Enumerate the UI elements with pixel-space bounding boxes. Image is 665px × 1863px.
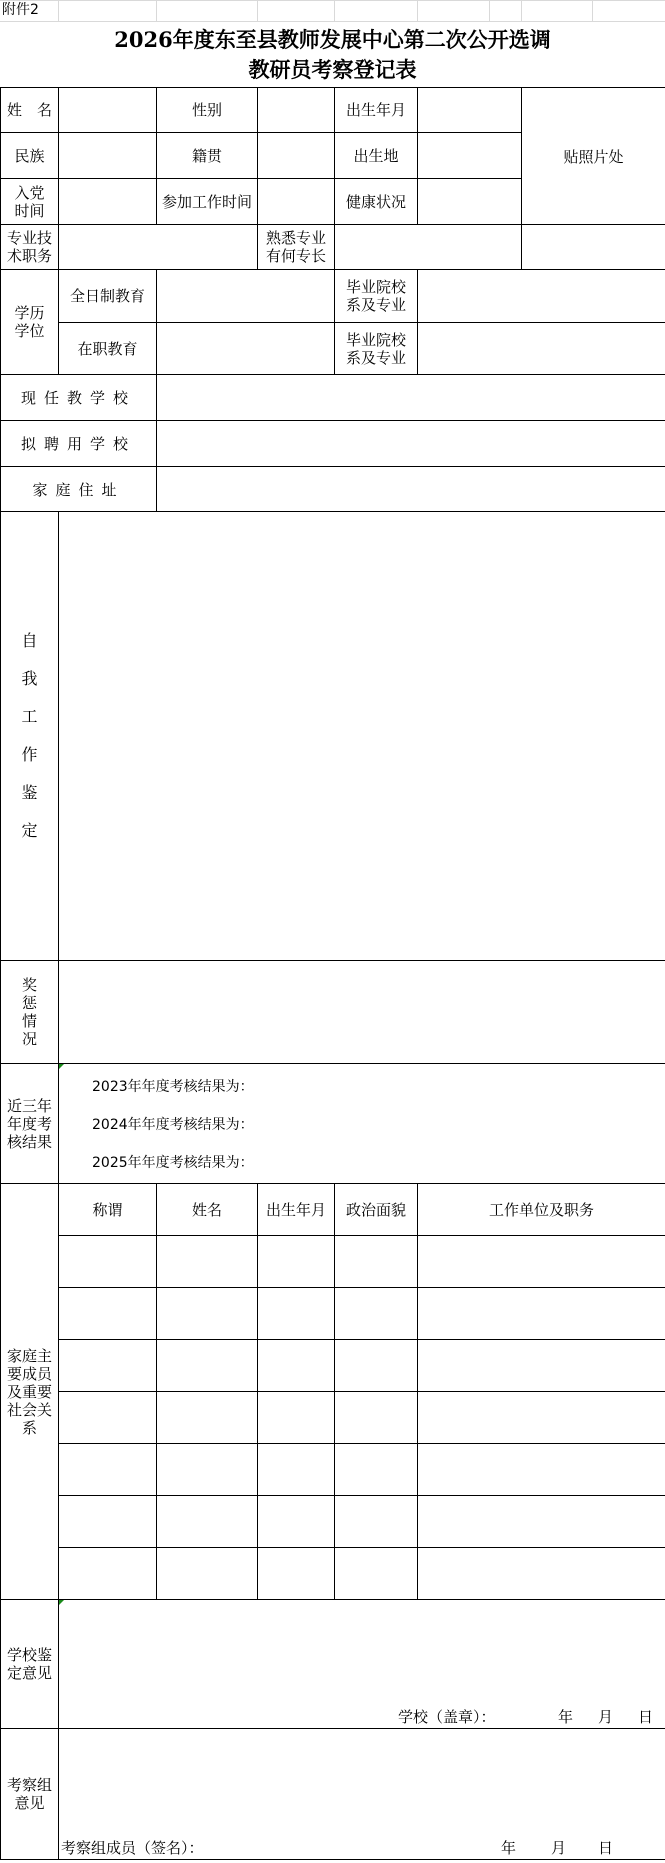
party-join-field[interactable] [59,179,157,225]
education-label: 学历 学位 [1,270,59,375]
assessment-field[interactable] [59,1064,665,1184]
gender-label: 性别 [157,88,258,133]
address-label: 家庭住址 [1,467,157,512]
family-cell[interactable] [418,1444,665,1496]
native-place-label: 籍贯 [157,133,258,179]
health-label: 健康状况 [335,179,418,225]
school-opinion-label: 学校鉴 定意见 [1,1600,59,1729]
work-start-field[interactable] [258,179,335,225]
self-eval-label-cell [1,512,59,961]
attachment-label: 附件2 [2,2,39,18]
self-eval-field[interactable] [59,512,665,961]
family-cell[interactable] [335,1392,418,1444]
table-row [1,1288,665,1340]
assessment-2023: 2023年年度考核结果为： [92,1079,254,1095]
inservice-school-field[interactable] [418,323,665,375]
form-title: 2026年度东至县教师发展中心第二次公开选调 [114,27,551,52]
name-label: 姓 名 [1,88,59,133]
family-cell[interactable] [258,1548,335,1600]
school-day: 日 [638,1708,654,1726]
family-cell[interactable] [258,1236,335,1288]
title-position-field[interactable] [59,225,258,270]
family-cell[interactable] [418,1392,665,1444]
work-start-label: 参加工作时间 [157,179,258,225]
family-cell[interactable] [59,1496,157,1548]
birthplace-field[interactable] [418,133,522,179]
address-field[interactable] [157,467,665,512]
specialty-field[interactable] [335,225,522,270]
title-position-label: 专业技 术职务 [1,225,59,270]
proposed-school-label: 拟聘用学校 [1,421,157,467]
fulltime-label: 全日制教育 [59,270,157,323]
family-cell[interactable] [157,1392,258,1444]
family-cell[interactable] [335,1288,418,1340]
birth-field[interactable] [418,88,522,133]
school-seal-label: 学校（盖章）： [398,1708,496,1726]
specialty-label: 熟悉专业 有何专长 [258,225,335,270]
family-cell[interactable] [335,1340,418,1392]
table-row [1,1340,665,1392]
family-cell[interactable] [157,1340,258,1392]
fulltime-school-field[interactable] [418,270,665,323]
rewards-label: 奖 惩 情 况 [1,961,59,1064]
gender-field[interactable] [258,88,335,133]
proposed-school-field[interactable] [157,421,665,467]
family-cell[interactable] [418,1496,665,1548]
ethnicity-field[interactable] [59,133,157,179]
family-cell[interactable] [157,1288,258,1340]
family-header-name: 姓名 [157,1184,258,1236]
family-label: 家庭主 要成员 及重要 社会关 系 [1,1184,59,1600]
family-header-birth: 出生年月 [258,1184,335,1236]
family-cell[interactable] [335,1444,418,1496]
family-cell[interactable] [157,1548,258,1600]
ethnicity-label: 民族 [1,133,59,179]
family-cell[interactable] [59,1236,157,1288]
current-school-label: 现任教学校 [1,375,157,421]
family-cell[interactable] [335,1236,418,1288]
native-place-field[interactable] [258,133,335,179]
table-row [1,1444,665,1496]
family-header-work: 工作单位及职务 [418,1184,665,1236]
table-row [1,1548,665,1600]
name-field[interactable] [59,88,157,133]
party-join-label: 入党 时间 [1,179,59,225]
team-opinion-label: 考察组 意见 [1,1729,59,1860]
family-cell[interactable] [59,1548,157,1600]
photo-area[interactable] [522,88,665,225]
inservice-school-label: 毕业院校 系及专业 [335,323,418,375]
family-cell[interactable] [157,1236,258,1288]
assessment-label: 近三年 年度考 核结果 [1,1064,59,1184]
blank-cell [522,225,665,270]
assessment-2025: 2025年年度考核结果为： [92,1155,254,1171]
team-month: 月 [551,1839,567,1857]
self-eval-label: 自 我 工 作 鉴 定 [21,631,38,840]
fulltime-field[interactable] [157,270,335,323]
registration-form [0,87,665,1860]
birthplace-label: 出生地 [335,133,418,179]
rewards-field[interactable] [59,961,665,1064]
family-cell[interactable] [157,1444,258,1496]
birth-label: 出生年月 [335,88,418,133]
family-cell[interactable] [418,1340,665,1392]
school-year: 年 [558,1708,574,1726]
table-row [1,1236,665,1288]
family-cell[interactable] [258,1288,335,1340]
school-month: 月 [598,1708,614,1726]
form-subtitle: 教研员考察登记表 [248,57,417,82]
family-header-relation: 称谓 [59,1184,157,1236]
family-cell[interactable] [418,1236,665,1288]
family-cell[interactable] [418,1548,665,1600]
team-day: 日 [598,1839,614,1857]
health-field[interactable] [418,179,522,225]
family-cell[interactable] [157,1496,258,1548]
family-cell[interactable] [258,1392,335,1444]
family-cell[interactable] [258,1340,335,1392]
table-row [1,1392,665,1444]
team-year: 年 [501,1839,517,1857]
assessment-2024: 2024年年度考核结果为： [92,1117,254,1133]
family-cell[interactable] [258,1444,335,1496]
school-opinion-field[interactable] [59,1600,665,1729]
family-header-political: 政治面貌 [335,1184,418,1236]
family-cell[interactable] [335,1548,418,1600]
inservice-label: 在职教育 [59,323,157,375]
current-school-field[interactable] [157,375,665,421]
family-cell[interactable] [59,1288,157,1340]
fulltime-school-label: 毕业院校 系及专业 [335,270,418,323]
family-cell[interactable] [335,1496,418,1548]
cell-marker [59,1600,64,1605]
team-sign-label: 考察组成员（签名）： [61,1839,204,1857]
family-cell[interactable] [59,1340,157,1392]
family-cell[interactable] [418,1288,665,1340]
team-opinion-field[interactable] [59,1729,665,1860]
table-row [1,1496,665,1548]
family-cell[interactable] [258,1496,335,1548]
cell-marker [59,1064,64,1069]
family-cell[interactable] [59,1392,157,1444]
family-cell[interactable] [59,1444,157,1496]
inservice-field[interactable] [157,323,335,375]
photo-label: 贴照片处 [563,147,624,166]
